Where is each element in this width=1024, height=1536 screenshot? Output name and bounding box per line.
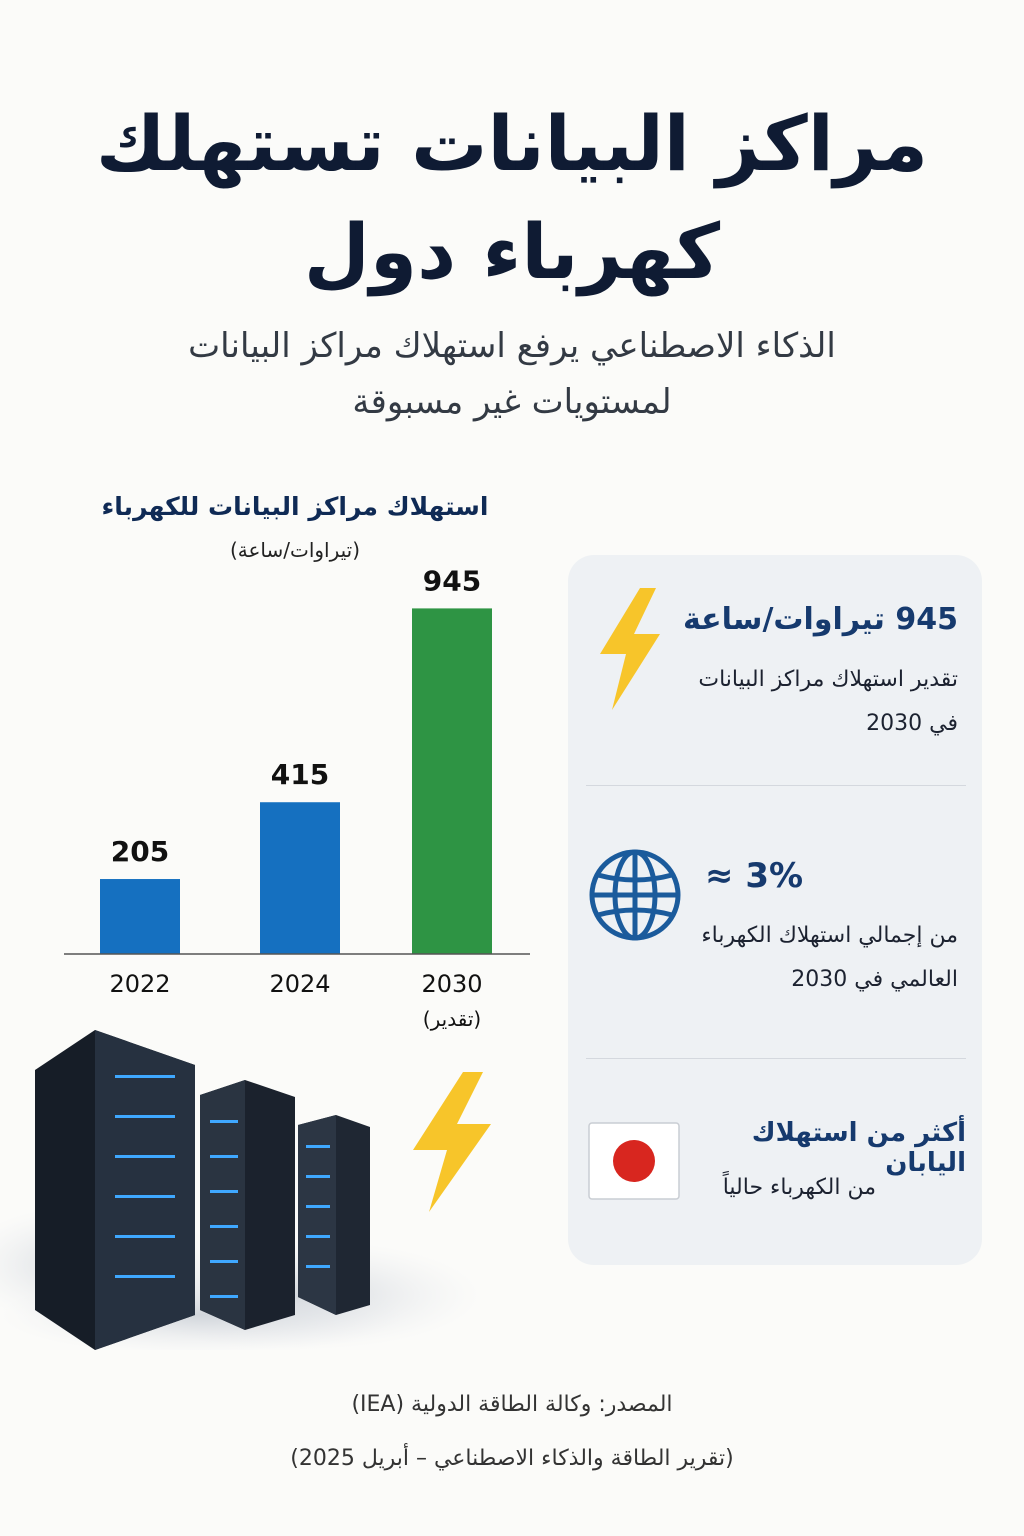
japan-flag-icon [588, 1122, 680, 1200]
stat-desc-line: من إجمالي استهلاك الكهرباء [701, 923, 958, 948]
lightning-bolt-icon [405, 1072, 497, 1212]
bars-layer [100, 564, 492, 1031]
title-line-2: كهرباء دول [303, 207, 721, 296]
chart-title: استهلاك مراكز البيانات للكهرباء [101, 492, 489, 521]
data-label: 205 [110, 835, 170, 869]
page-title [0, 90, 1024, 306]
data-label: 945 [422, 564, 482, 598]
stat-desc-line: من الكهرباء حالياً [722, 1175, 876, 1200]
lightning-bolt-icon [596, 588, 664, 710]
stat-description [690, 1166, 876, 1210]
stat-desc-line: تقدير استهلاك مراكز البيانات [698, 667, 958, 692]
source-note [0, 1378, 1024, 1486]
data-label: 415 [270, 758, 330, 792]
bar-2030 [412, 608, 492, 954]
x-tick-label: 2022 [109, 970, 171, 998]
chart-unit: (تيراوات/ساعة) [229, 538, 361, 562]
stat-description [660, 658, 958, 746]
title-line-1: مراكز البيانات تستهلك [95, 99, 929, 188]
stat-desc-line: في 2030 [866, 711, 958, 736]
stat-headline: 945 تيراوات/ساعة [682, 602, 958, 637]
stat-desc-line: العالمي في 2030 [791, 967, 958, 992]
stat-headline: أكثر من استهلاك اليابان [751, 1118, 966, 1178]
x-tick-note: (تقدير) [422, 1007, 482, 1031]
stat-description [660, 914, 958, 1002]
server-rack-icon [200, 1080, 295, 1330]
subtitle-line-2: لمستويات غير مسبوقة [352, 382, 672, 422]
x-tick-label: 2024 [269, 970, 331, 998]
divider [586, 785, 966, 786]
page-subtitle [0, 318, 1024, 430]
stat-headline: ≈ 3% [705, 856, 804, 896]
source-line-1: المصدر: وكالة الطاقة الدولية (IEA) [351, 1392, 673, 1417]
x-tick-label: 2030 [421, 970, 483, 998]
divider [586, 1058, 966, 1059]
bar-2022 [100, 879, 180, 954]
bar-chart [50, 560, 550, 1040]
source-line-2: (تقرير الطاقة والذكاء الاصطناعي – أبريل 2025) [290, 1446, 734, 1471]
server-rack-icon [298, 1115, 370, 1315]
bar-2024 [260, 802, 340, 954]
subtitle-line-1: الذكاء الاصطناعي يرفع استهلاك مراكز البيانات [188, 326, 836, 366]
server-rack-icon [35, 1030, 195, 1350]
